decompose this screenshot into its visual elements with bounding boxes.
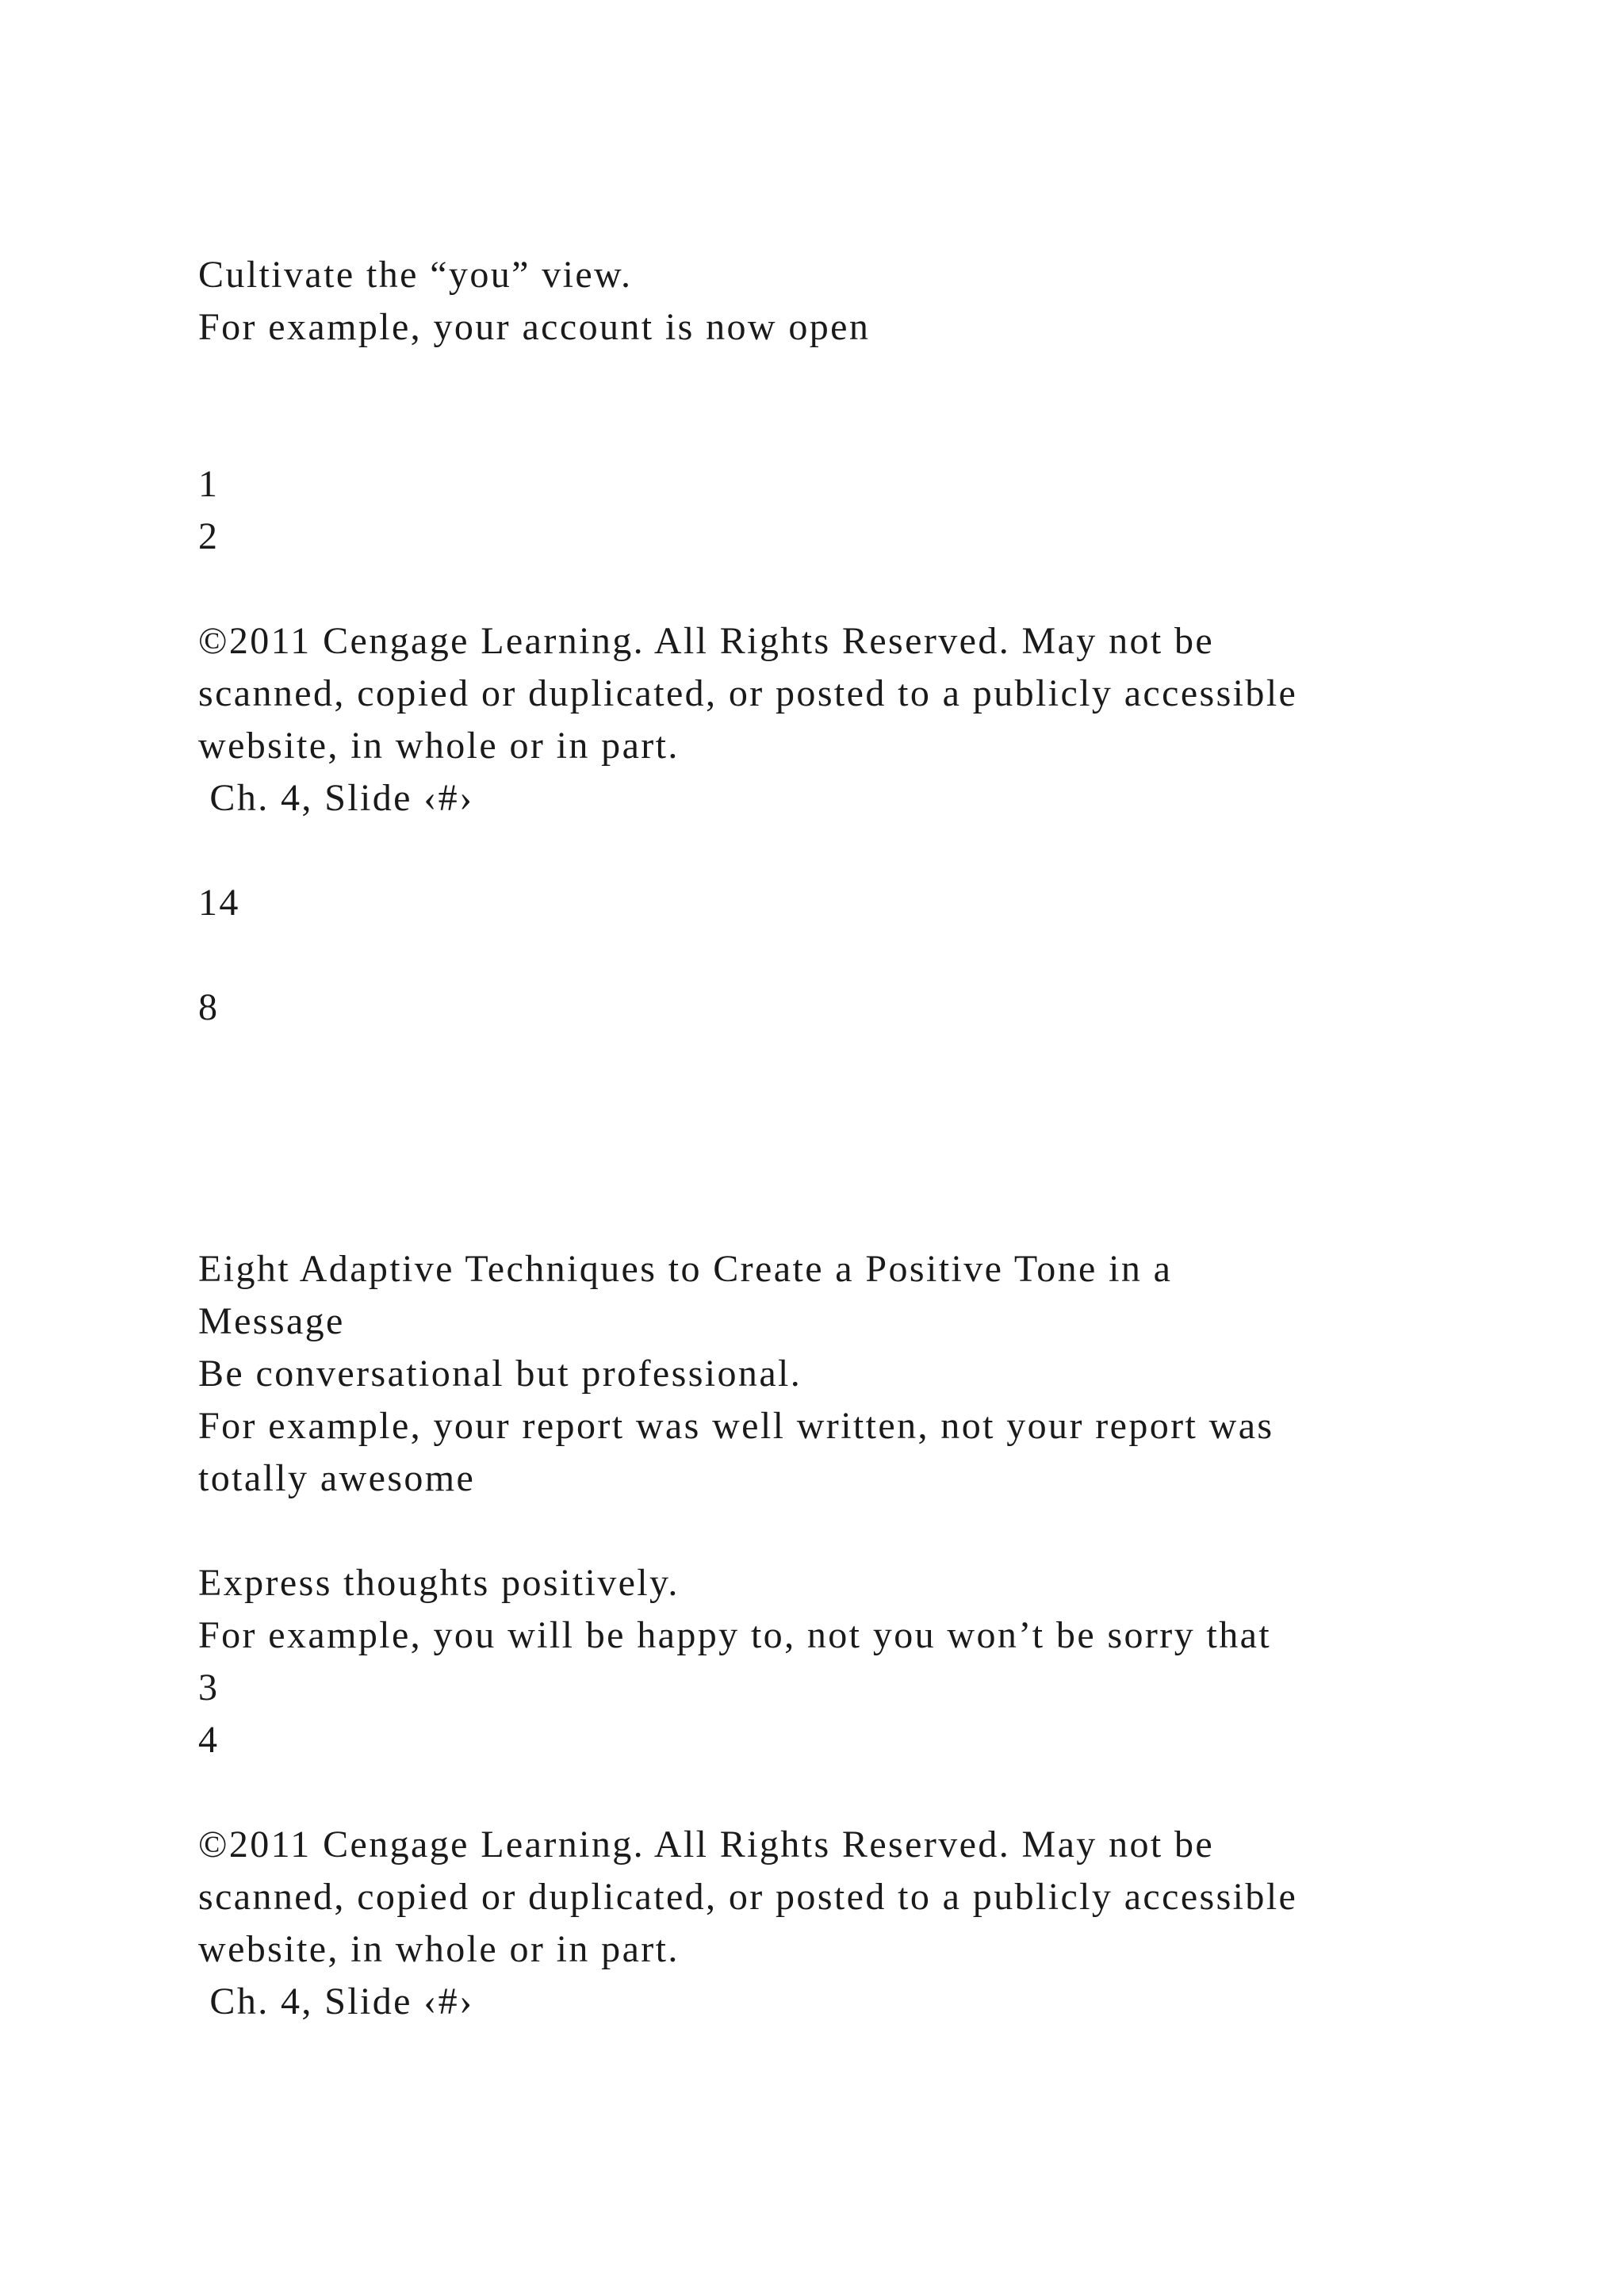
page-number-14: 14	[198, 882, 240, 924]
slide-reference: Ch. 4, Slide ‹#›	[198, 777, 474, 819]
copyright-2-line-1: ©2011 Cengage Learning. All Rights Reserved. May not be	[198, 1823, 1215, 1866]
slide-number-3: 3	[198, 1667, 220, 1709]
copyright-line-3: website, in whole or in part.	[198, 725, 680, 767]
tip-conversational: Be conversational but professional.	[198, 1353, 802, 1395]
example-account-open: For example, your account is now open	[198, 306, 871, 348]
section-title-line-1: Eight Adaptive Techniques to Create a Positive Tone in a	[198, 1248, 1173, 1290]
heading-cultivate-you-view: Cultivate the “you” view.	[198, 254, 633, 296]
example-happy-to: For example, you will be happy to, not you won’t be sorry that	[198, 1614, 1272, 1656]
slide-number-8: 8	[198, 986, 220, 1028]
slide-number-1: 1	[198, 463, 220, 505]
copyright-2-line-3: website, in whole or in part.	[198, 1928, 680, 1970]
copyright-2-line-2: scanned, copied or duplicated, or posted to a publicly accessible	[198, 1876, 1298, 1918]
example-report-line-1: For example, your report was well written, not your report was	[198, 1405, 1274, 1447]
example-report-line-2: totally awesome	[198, 1457, 476, 1499]
slide-number-4: 4	[198, 1719, 220, 1761]
copyright-line-2: scanned, copied or duplicated, or posted to a publicly accessible	[198, 672, 1298, 714]
copyright-line-1: ©2011 Cengage Learning. All Rights Reserved. May not be	[198, 620, 1215, 662]
section-title-line-2: Message	[198, 1300, 345, 1342]
slide-number-2: 2	[198, 515, 220, 557]
tip-express-positively: Express thoughts positively.	[198, 1562, 680, 1604]
slide-reference-2: Ch. 4, Slide ‹#›	[198, 1980, 474, 2022]
